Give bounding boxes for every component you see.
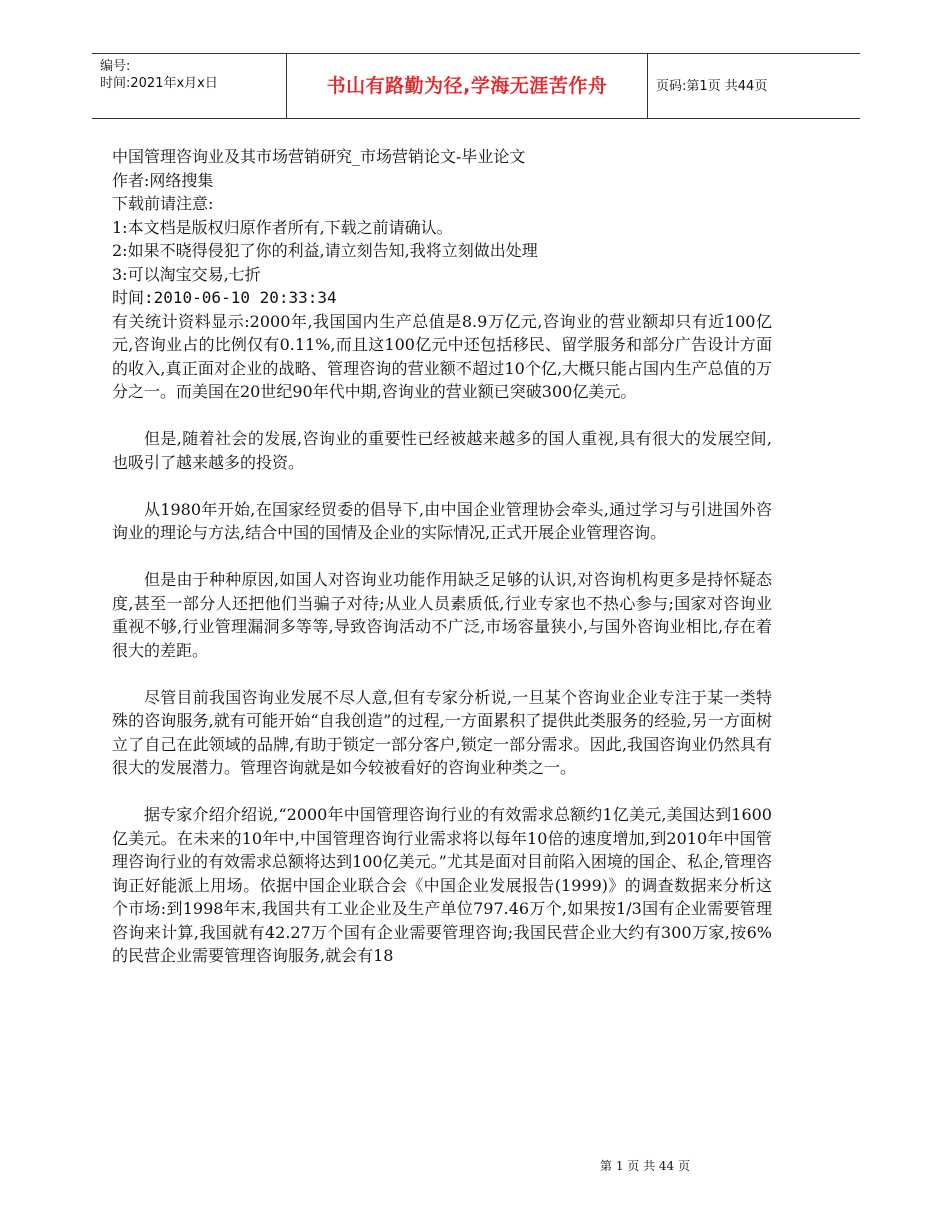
download-notice-label: 下载前请注意: xyxy=(112,194,214,213)
document-title: 中国管理咨询业及其市场营销研究_市场营销论文-毕业论文 xyxy=(112,147,526,166)
document-time-label: 时间:2021年x月x日 xyxy=(100,76,218,91)
body-paragraph: 但是由于种种原因,如国人对咨询业功能作用缺乏足够的认识,对咨询机构更多是持怀疑态度,甚至一部分人还把他们当骗子对待;从业人员素质低,行业专家也不热心参与;国家对咨询业重视不够,行业管理漏洞多等等,导致咨询活动不广泛,市场容量狭小,与国外咨询业相比,存在着很大的差距。 xyxy=(112,570,772,660)
page-footer: 第 1 页 共 44 页 xyxy=(600,1159,690,1173)
document-number-label: 编号: xyxy=(100,59,131,74)
body-paragraph: 有关统计资料显示:2000年,我国国内生产总值是8.9万亿元,咨询业的营业额却只有近100亿元,咨询业占的比例仅有0.11%,而且这100亿元中还包括移民、留学服务和部分广告设计方面的收入,真正面对企业的战略、管理咨询的营业额不超过10个亿,大概只能占国内生产总值的万分之一。而美国在20世纪90年代中期,咨询业的营业额已突破300亿美元。 xyxy=(112,311,772,401)
header-motto: 书山有路勤为径,学海无涯苦作舟 xyxy=(286,54,648,118)
document-timestamp: 时间:2010-06-10 20:33:34 xyxy=(112,288,337,307)
document-author: 作者:网络搜集 xyxy=(112,170,214,190)
notice-item: 1:本文档是版权归原作者所有,下载之前请确认。 xyxy=(112,217,453,237)
notice-item: 3:可以淘宝交易,七折 xyxy=(112,264,261,284)
body-paragraph: 据专家介绍介绍说,“2000年中国管理咨询行业的有效需求总额约1亿美元,美国达到1600亿美元。在未来的10年中,中国管理咨询行业需求将以每年10倍的速度增加,到2010年中国管理咨询行业的有效需求总额将达到100亿美元。”尤其是面对目前陷入困境的国企、私企,管理咨询正好能派上用场。依据中国企业联合会《中国企业发展报告(1999)》的调查数据来分析这个市场:到1998年末,我国共有工业企业及生产单位797.46万个,如果按1/3国有企业需要管理咨询来计算,我国就有42.27万个国有企业需要管理咨询;我国民营企业大约有300万家,按6%的民营企业需要管理咨询服务,就会有18 xyxy=(112,805,772,965)
header-page-info: 页码:第1页 共44页 xyxy=(656,78,768,94)
body-paragraph: 从1980年开始,在国家经贸委的倡导下,由中国企业管理协会牵头,通过学习与引进国外咨询业的理论与方法,结合中国的国情及企业的实际情况,正式开展企业管理咨询。 xyxy=(112,499,772,542)
notice-item: 2:如果不晓得侵犯了你的利益,请立刻告知,我将立刻做出处理 xyxy=(112,241,538,260)
document-body xyxy=(112,145,772,968)
page-header xyxy=(92,53,860,119)
body-paragraph: 但是,随着社会的发展,咨询业的重要性已经被越来越多的国人重视,具有很大的发展空间,也吸引了越来越多的投资。 xyxy=(112,429,772,472)
body-paragraph: 尽管目前我国咨询业发展不尽人意,但有专家分析说,一旦某个咨询业企业专注于某一类特殊的咨询服务,就有可能开始“自我创造”的过程,一方面累积了提供此类服务的经验,另一方面树立了自己在此领域的品牌,有助于锁定一部分客户,锁定一部分需求。因此,我国咨询业仍然具有很大的发展潜力。管理咨询就是如今较被看好的咨询业种类之一。 xyxy=(112,687,772,777)
header-meta xyxy=(92,54,286,118)
